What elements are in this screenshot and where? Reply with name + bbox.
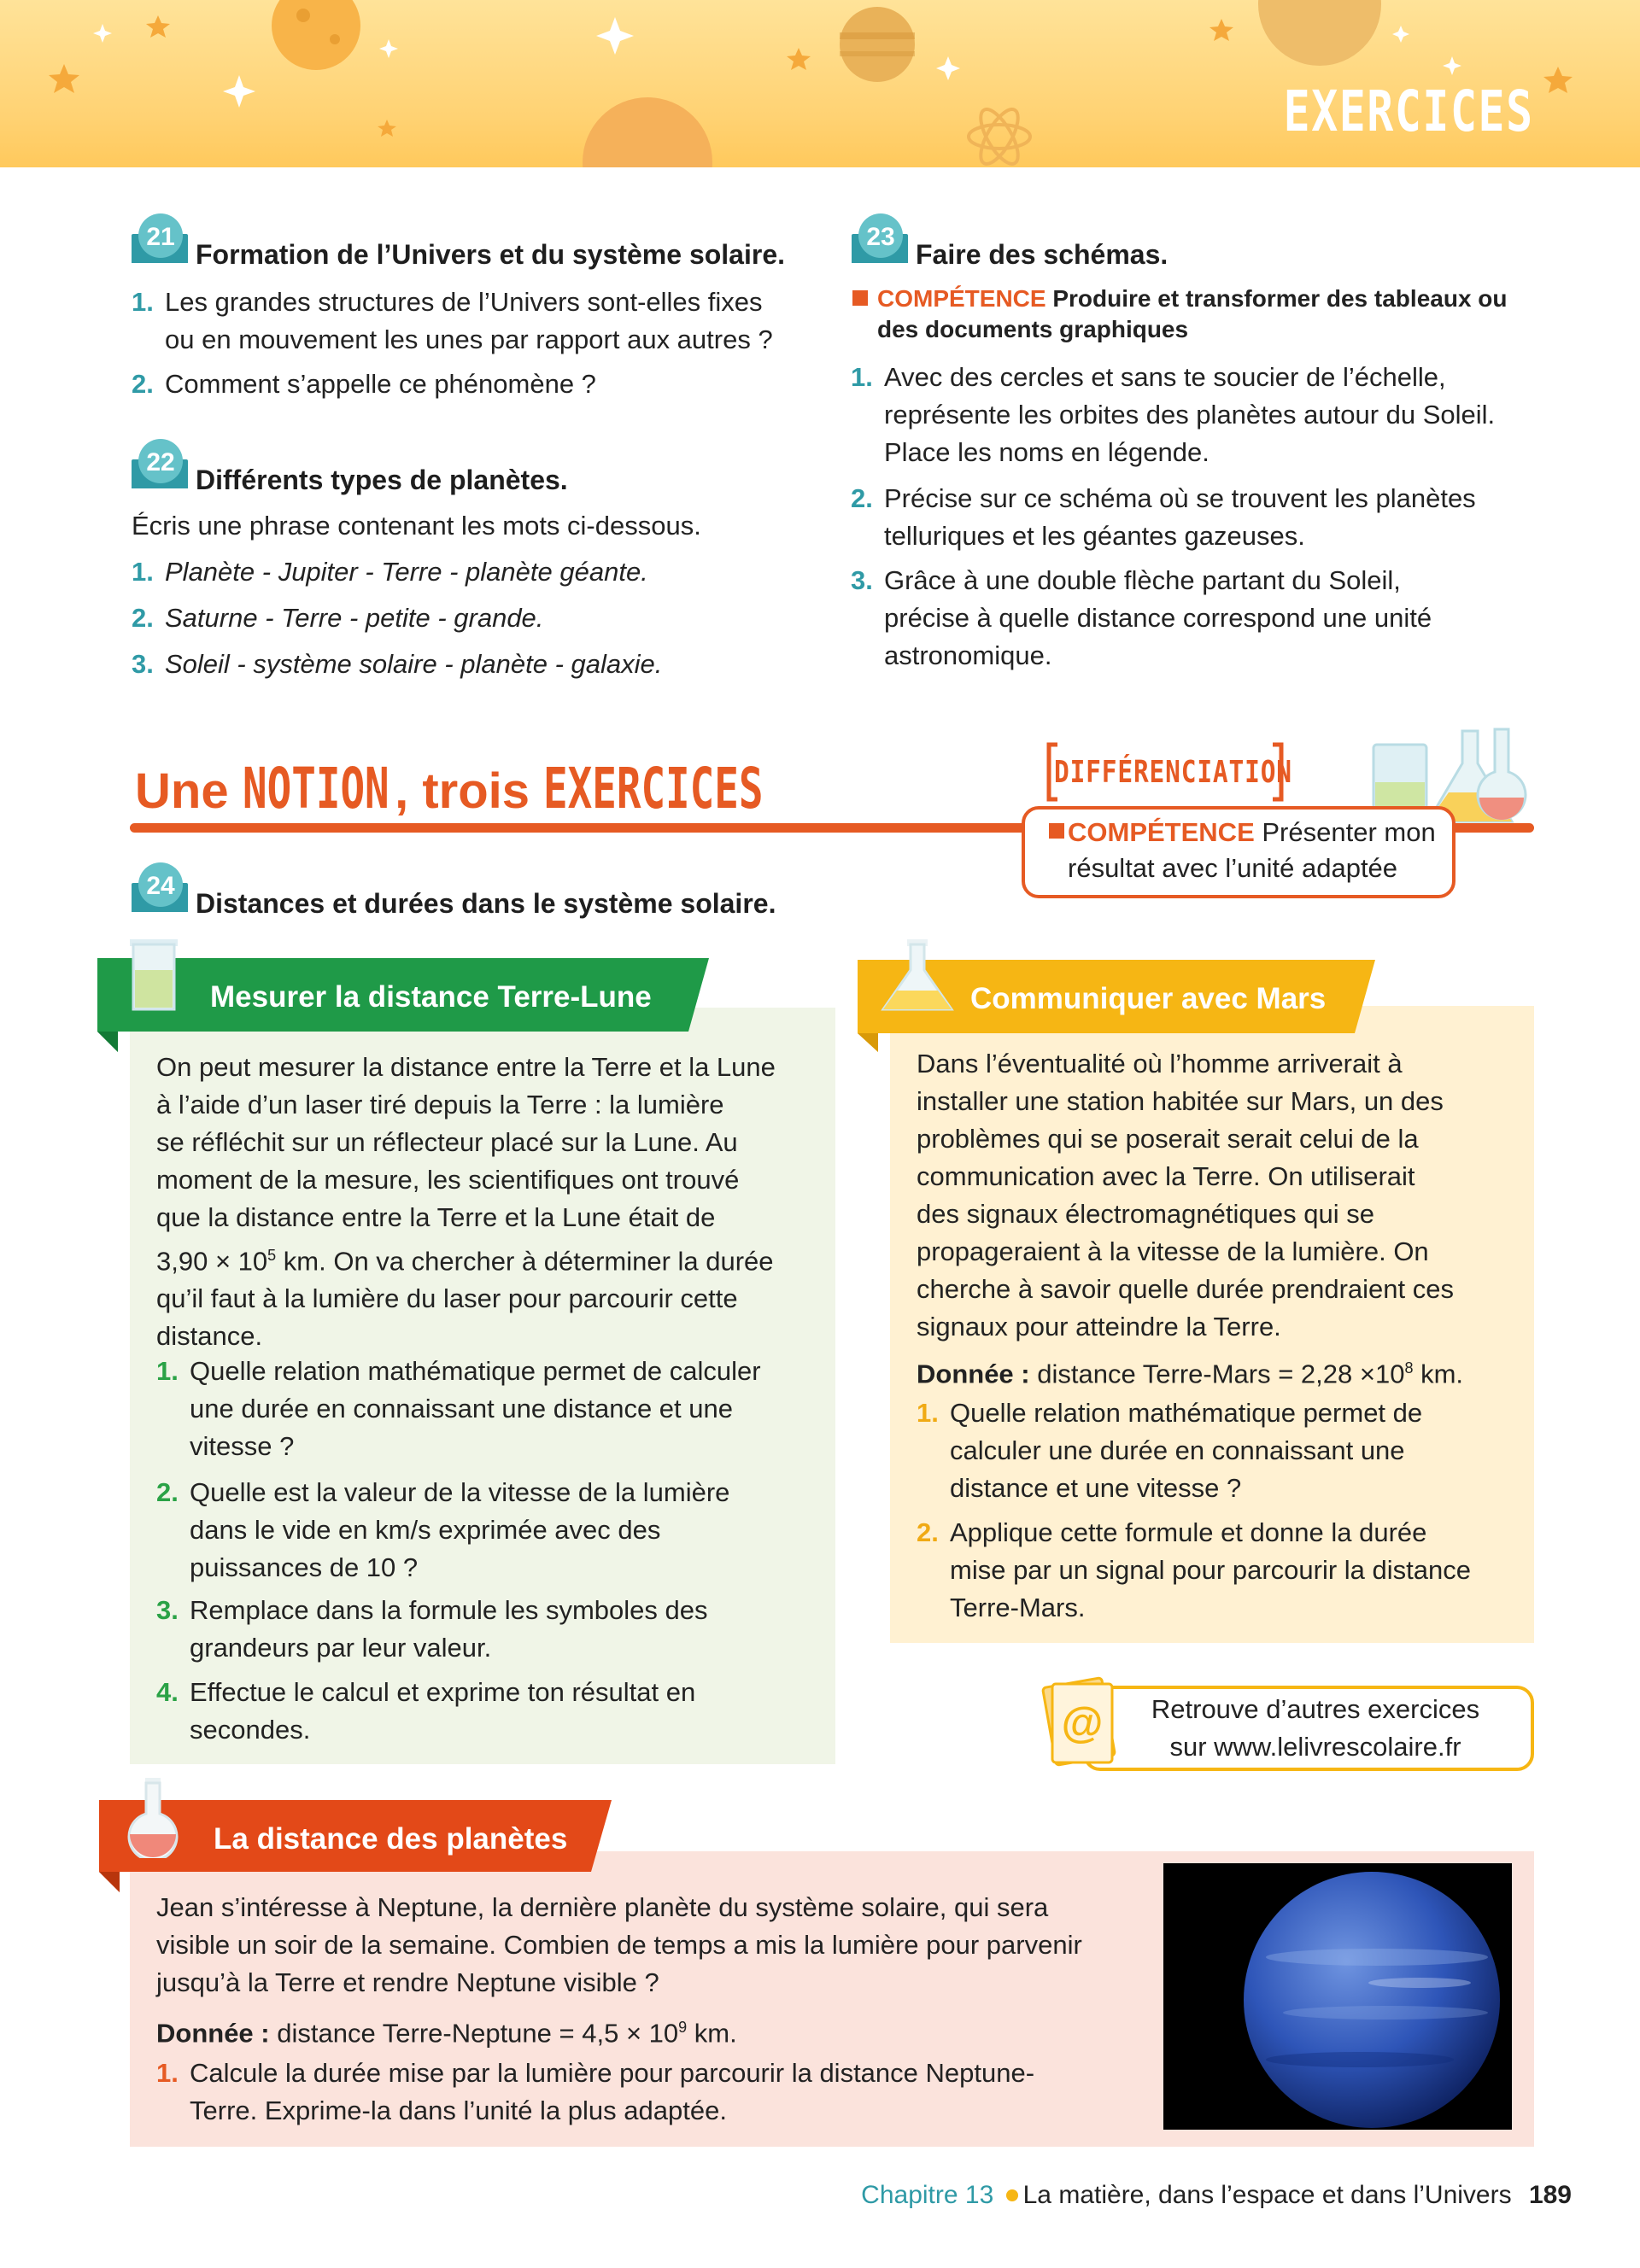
competence: COMPÉTENCE Présenter mon <box>1068 817 1436 847</box>
online-exercises-text[interactable]: Retrouve d’autres exercices sur www.lelivrescolaire.fr <box>1151 1694 1480 1762</box>
exercise-title: Différents types de planètes. <box>196 465 568 495</box>
card-title: Communiquer avec Mars <box>970 982 1327 1015</box>
competence-marker <box>1049 823 1064 839</box>
section-title: EXERCICES <box>1284 79 1534 144</box>
card-paragraph: On peut mesurer la distance entre la Terre et la Lune à l’aide d’un laser tiré depuis la Terre : la lumière se réfléchit sur un réflecteur placé sur la Lune. Au moment de la mesure, les scientifiques ont trouvé que la distance entre la Terre et la Lune était de $3,90 \times 10^5$ km. On va chercher à déterminer la durée qu’il faut à la lumière du laser pour parcourir cette distance. <box>156 1052 776 1352</box>
exercise-number-badge <box>130 861 191 912</box>
exercise-number: 24 <box>146 872 175 900</box>
beaker-icon <box>125 938 184 1011</box>
exercise-instruction: Écris une phrase contenant les mots ci-dessous. <box>132 511 701 541</box>
exercise-number: 22 <box>146 448 175 476</box>
exercise-title: Distances et durées dans le système solaire. <box>196 888 776 919</box>
svg-text:@: @ <box>1061 1698 1104 1746</box>
exercise-number: 21 <box>146 223 175 251</box>
card-paragraph: Jean s’intéresse à Neptune, la dernière planète du système solaire, qui sera visible un soir de la semaine. Combien de temps a mis la lumière pour parvenir jusqu’à la Terre et rendre Neptune visible ? <box>156 1892 1082 1997</box>
exercise-number: 23 <box>866 223 895 251</box>
competence-marker <box>852 290 868 306</box>
competence-line: résultat avec l’unité adaptée <box>1068 853 1398 883</box>
differentiation-label: DIFFÉRENCIATION <box>1054 755 1292 790</box>
round-flask-icon <box>121 1776 183 1858</box>
separator-dot <box>1006 2189 1018 2201</box>
notion-heading: Une NOTION , trois EXERCICES <box>135 756 764 821</box>
chapter-label: Chapitre 13 <box>861 2181 994 2209</box>
card-title: La distance des planètes <box>214 1822 568 1856</box>
card-paragraph: Dans l’éventualité où l’homme arriverait à installer une station habitée sur Mars, un des problèmes qui se poserait serait celui de la communication avec la Terre. On utiliserait des signaux électromagnétiques qui se propageraient à la vitesse de la lumière. On cherche à savoir quelle durée prendraient ces signaux pour atteindre la Terre. <box>917 1049 1454 1342</box>
chapter-title: La matière, dans l’espace et dans l’Univers <box>1022 2181 1512 2209</box>
exercise-number-badge <box>130 212 191 263</box>
exercise-number-badge <box>130 437 191 488</box>
exercise-title: Formation de l’Univers et du système solaire. <box>196 239 785 270</box>
data-line: Donnée : distance Terre-Mars = $2,28 \times 10^8$ km. <box>917 1359 1464 1389</box>
page-footer <box>861 2181 1572 2210</box>
exercise-title: Faire des schémas. <box>916 239 1168 270</box>
competence: COMPÉTENCE Produire et transformer des tableaux ou <box>877 285 1508 312</box>
flask-icon <box>878 938 957 1016</box>
card-title: Mesurer la distance Terre-Lune <box>210 980 652 1014</box>
competence-line: des documents graphiques <box>877 316 1189 342</box>
page-header <box>0 0 1640 167</box>
page-number: 189 <box>1528 2181 1572 2209</box>
data-line: Donnée : distance Terre-Neptune = $4,5 \times 10^9$ km. <box>156 2018 737 2049</box>
exercise-number-badge <box>850 212 911 263</box>
neptune-photo <box>1163 1863 1512 2130</box>
